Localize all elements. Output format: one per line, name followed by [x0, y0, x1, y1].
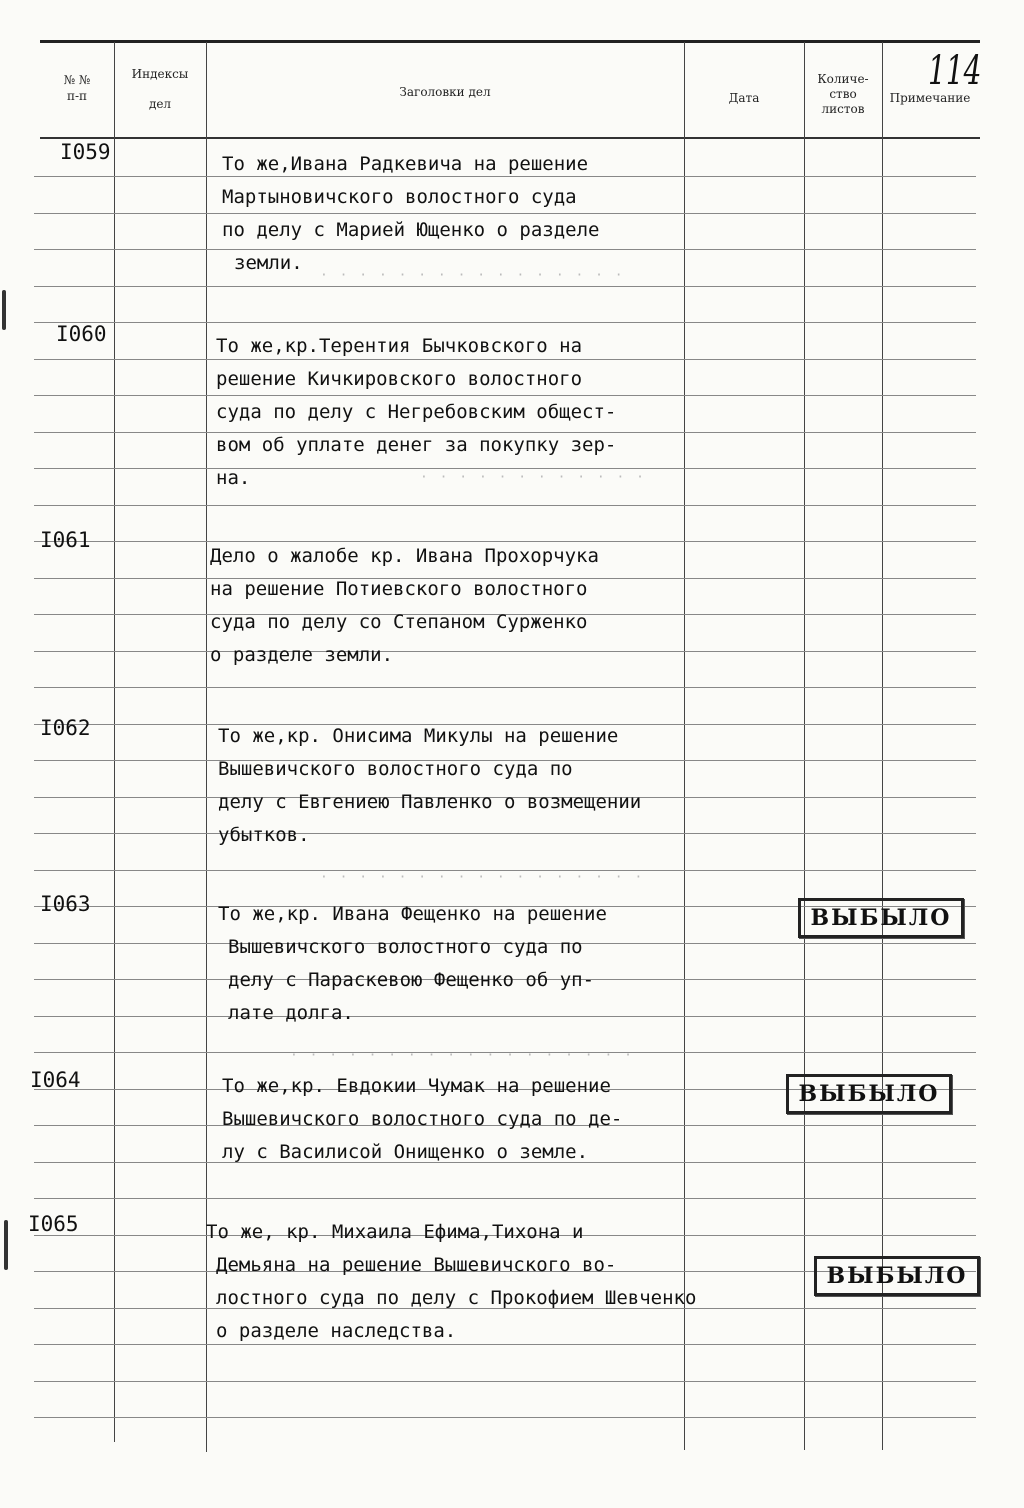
entry-line: суда по делу с Негребовским общест-: [216, 401, 617, 423]
entry-number-1062: I062: [40, 716, 91, 740]
withdrawn-stamp-1063: ВЫБЫЛО: [798, 898, 964, 938]
entry-line: суда по делу со Степаном Сурженко: [210, 611, 588, 633]
entry-title-1065: [206, 1216, 696, 1348]
entry-line: о разделе земли.: [210, 644, 394, 666]
binding-mark: [4, 1220, 8, 1270]
entry-line: То же,Ивана Радкевича на решение: [222, 153, 589, 175]
entry-line: о разделе наследства.: [216, 1320, 457, 1342]
entry-title-1062: [218, 720, 641, 852]
entry-title-1059: [222, 148, 600, 280]
bleed-through-mark: · · · · · · · · · · · · · · · · · ·: [290, 1048, 634, 1063]
entry-line: Мартыновичского волостного суда: [222, 186, 577, 208]
entry-line: лате долга.: [228, 1002, 354, 1024]
entry-number-1059: I059: [60, 140, 111, 164]
entry-line: вом об уплате денег за покупку зер-: [216, 434, 617, 456]
withdrawn-stamp-1064: ВЫБЫЛО: [786, 1074, 952, 1114]
ruled-line: [34, 505, 976, 506]
entry-line: делу с Параскевою Фещенко об уп-: [228, 969, 595, 991]
header-number: [40, 72, 114, 104]
ruled-line: [34, 1417, 976, 1418]
header-number-line-1: № №: [63, 73, 91, 87]
entry-line: Дело о жалобе кр. Ивана Прохорчука: [210, 545, 599, 567]
header-title: Заголовки дел: [399, 85, 491, 99]
entry-line: на.: [216, 467, 251, 489]
column-divider-1: [114, 42, 115, 1442]
header-number-line-2: п-п: [66, 89, 88, 103]
column-divider-4: [804, 42, 805, 1450]
entry-title-1064: [222, 1070, 622, 1169]
entry-number-1061: I061: [40, 528, 91, 552]
table-top-border: [40, 40, 980, 43]
entry-line: решение Кичкировского волостного: [216, 368, 583, 390]
entry-line: Вышевичского волостного суда по: [218, 758, 573, 780]
entry-number-1065: I065: [28, 1212, 79, 1236]
column-divider-5: [882, 42, 883, 1450]
entry-line: убытков.: [218, 824, 310, 846]
entry-line: То же,кр. Евдокии Чумак на решение: [222, 1075, 611, 1097]
ruled-line: [34, 1198, 976, 1199]
ruled-line: [34, 286, 976, 287]
header-count: [804, 72, 882, 117]
ruled-line: [34, 1381, 976, 1382]
header-count-line-1: Количе-: [817, 72, 869, 86]
header-count-line-2: ство: [829, 87, 857, 101]
entry-line: Демьяна на решение Вышевичского во-: [216, 1254, 617, 1276]
header-index: [114, 66, 206, 112]
entry-line: То же,кр. Онисима Микулы на решение: [218, 725, 619, 747]
entry-line: лостного суда по делу с Прокофием Шевченко: [216, 1287, 697, 1309]
header-count-line-3: листов: [821, 102, 865, 116]
entry-line: лу с Василисой Онищенко о земле.: [222, 1141, 589, 1163]
withdrawn-stamp-1065: ВЫБЫЛО: [814, 1256, 980, 1296]
bleed-through-mark: · · · · · · · · · · · ·: [420, 470, 647, 485]
entry-number-1063: I063: [40, 892, 91, 916]
ruled-line: [34, 687, 976, 688]
entry-title-1063: [218, 898, 607, 1030]
bleed-through-mark: · · · · · · · · · · · · · · · · ·: [320, 870, 645, 885]
entry-number-1060: I060: [56, 322, 107, 346]
header-index-line-2: дел: [148, 97, 172, 111]
entry-number-1064: I064: [30, 1068, 81, 1092]
binding-mark: [2, 290, 6, 330]
entry-title-1061: [210, 540, 599, 672]
header-bottom-border: [40, 137, 980, 139]
entry-line: То же, кр. Михаила Ефима,Тихона и: [206, 1221, 584, 1243]
ruled-line: [34, 322, 976, 323]
bleed-through-mark: · · · · · · · · · · · · · · · ·: [320, 268, 625, 283]
entry-line: делу с Евгениею Павленко о возмещении: [218, 791, 642, 813]
entry-line: Вышевичского волостного суда по: [228, 936, 583, 958]
entry-line: То же,кр. Ивана Фещенко на решение: [218, 903, 607, 925]
page-number: 114: [928, 48, 982, 94]
header-date: Дата: [728, 91, 760, 105]
header-note: Примечание: [889, 91, 971, 105]
entry-line: Вышевичского волостного суда по де-: [222, 1108, 623, 1130]
entry-line: по делу с Марией Ющенко о разделе: [222, 219, 600, 241]
entry-line: земли.: [234, 252, 303, 274]
entry-line: То же,кр.Терентия Бычковского на: [216, 335, 583, 357]
entry-line: на решение Потиевского волостного: [210, 578, 588, 600]
header-index-line-1: Индексы: [131, 67, 189, 81]
